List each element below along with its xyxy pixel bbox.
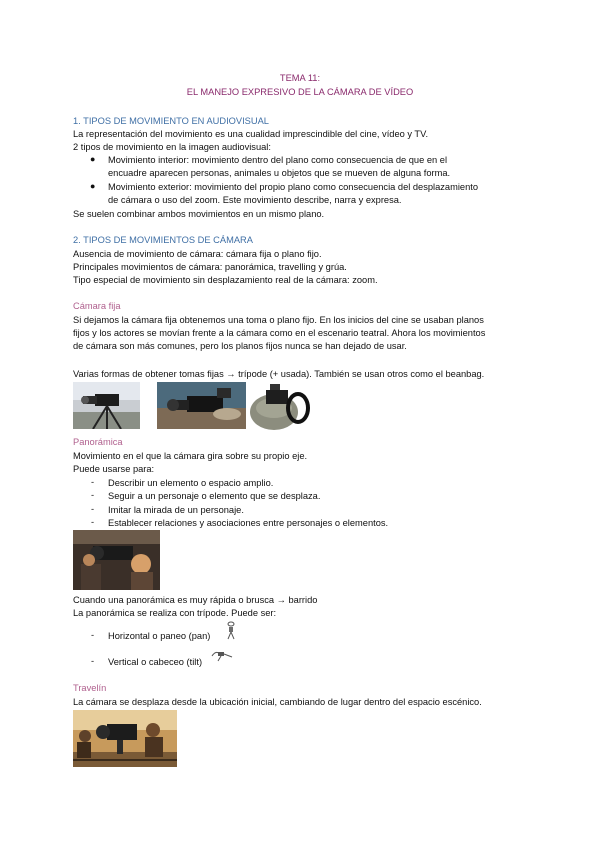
section-2-line-2: Principales movimientos de cámara: panorámica, travelling y grúa. — [73, 262, 347, 272]
panoramica-line-4: La panorámica se realiza con trípode. Puede ser: — [73, 608, 277, 618]
panoramica-item-2: Seguir a un personaje o elemento que se desplaza. — [108, 491, 321, 501]
travelin-heading: Travelín — [73, 683, 107, 693]
bullet-1-line-2: encuadre aparecen personas, animales u objetos que se mueven de alguna forma. — [108, 168, 451, 178]
list-dash: - — [91, 490, 95, 500]
list-dash: - — [91, 656, 95, 666]
panoramica-type-2: Vertical o cabeceo (tilt) — [108, 657, 203, 667]
bullet-dot: ● — [90, 154, 96, 164]
list-dash: - — [91, 517, 95, 527]
section-1-paragraph-1: La representación del movimiento es una cualidad imprescindible del cine, vídeo y TV. — [73, 129, 429, 139]
title-line-1: TEMA 11: — [279, 73, 321, 83]
bullet-2-line-1: Movimiento exterior: movimiento del propio plano como consecuencia del desplazamiento — [108, 182, 479, 192]
list-dash: - — [91, 477, 95, 487]
tilt-arrow-icon — [210, 648, 234, 662]
panoramica-heading: Panorámica — [73, 437, 123, 447]
camara-fija-paragraph-line-4: Varias formas de obtener tomas fijas → trípode (+ usada). También se usan otros como el beanbag. — [73, 369, 485, 379]
panoramica-item-4: Establecer relaciones y asociaciones entre personajes o elementos. — [108, 518, 389, 528]
panoramica-line-3: Cuando una panorámica es muy rápida o brusca → barrido — [73, 595, 318, 605]
panoramica-item-1: Describir un elemento o espacio amplio. — [108, 478, 274, 488]
pan-arrow-icon — [226, 620, 236, 640]
bullet-dot: ● — [90, 181, 96, 191]
beanbag-camera-image — [248, 380, 314, 432]
list-dash: - — [91, 630, 95, 640]
section-1-paragraph-3: Se suelen combinar ambos movimientos en un mismo plano. — [73, 209, 325, 219]
bullet-1-line-1: Movimiento interior: movimiento dentro del plano como consecuencia de que en el — [108, 155, 448, 165]
camara-fija-paragraph-line-1: Si dejamos la cámara fija obtenemos una toma o plano fijo. En los inicios del cine se usaban planos — [73, 315, 484, 325]
dolly-tracking-image — [73, 710, 177, 767]
camara-fija-heading: Cámara fija — [73, 301, 121, 311]
camera-crew-image — [73, 530, 160, 590]
travelin-line-1: La cámara se desplaza desde la ubicación inicial, cambiando de lugar dentro del espacio escénico. — [73, 697, 482, 707]
camara-fija-paragraph-line-2: fijos y los actores se movían frente a la cámara como en el escenario teatral. Ahora los movimientos — [73, 328, 486, 338]
section-2-heading: 2. TIPOS DE MOVIMIENTOS DE CÁMARA — [73, 235, 253, 245]
section-2-line-1: Ausencia de movimiento de cámara: cámara fija o plano fijo. — [73, 249, 322, 259]
section-1-heading: 1. TIPOS DE MOVIMIENTO EN AUDIOVISUAL — [73, 116, 269, 126]
section-1-paragraph-2: 2 tipos de movimiento en la imagen audiovisual: — [73, 142, 271, 152]
title-line-2: EL MANEJO EXPRESIVO DE LA CÁMARA DE VÍDEO — [186, 87, 414, 97]
panoramica-type-1: Horizontal o paneo (pan) — [108, 631, 211, 641]
list-dash: - — [91, 504, 95, 514]
low-angle-camera-image — [157, 382, 246, 429]
bullet-2-line-2: de cámara o uso del zoom. Este movimiento describe, narra y expresa. — [108, 195, 402, 205]
section-2-line-3: Tipo especial de movimiento sin desplazamiento real de la cámara: zoom. — [73, 275, 378, 285]
tripod-camera-image — [73, 382, 140, 429]
camara-fija-paragraph-line-3: de cámara son más comunes, pero los planos fijos nunca se han dejado de usar. — [73, 341, 407, 351]
panoramica-line-2: Puede usarse para: — [73, 464, 155, 474]
panoramica-line-1: Movimiento en el que la cámara gira sobre su propio eje. — [73, 451, 308, 461]
panoramica-item-3: Imitar la mirada de un personaje. — [108, 505, 244, 515]
